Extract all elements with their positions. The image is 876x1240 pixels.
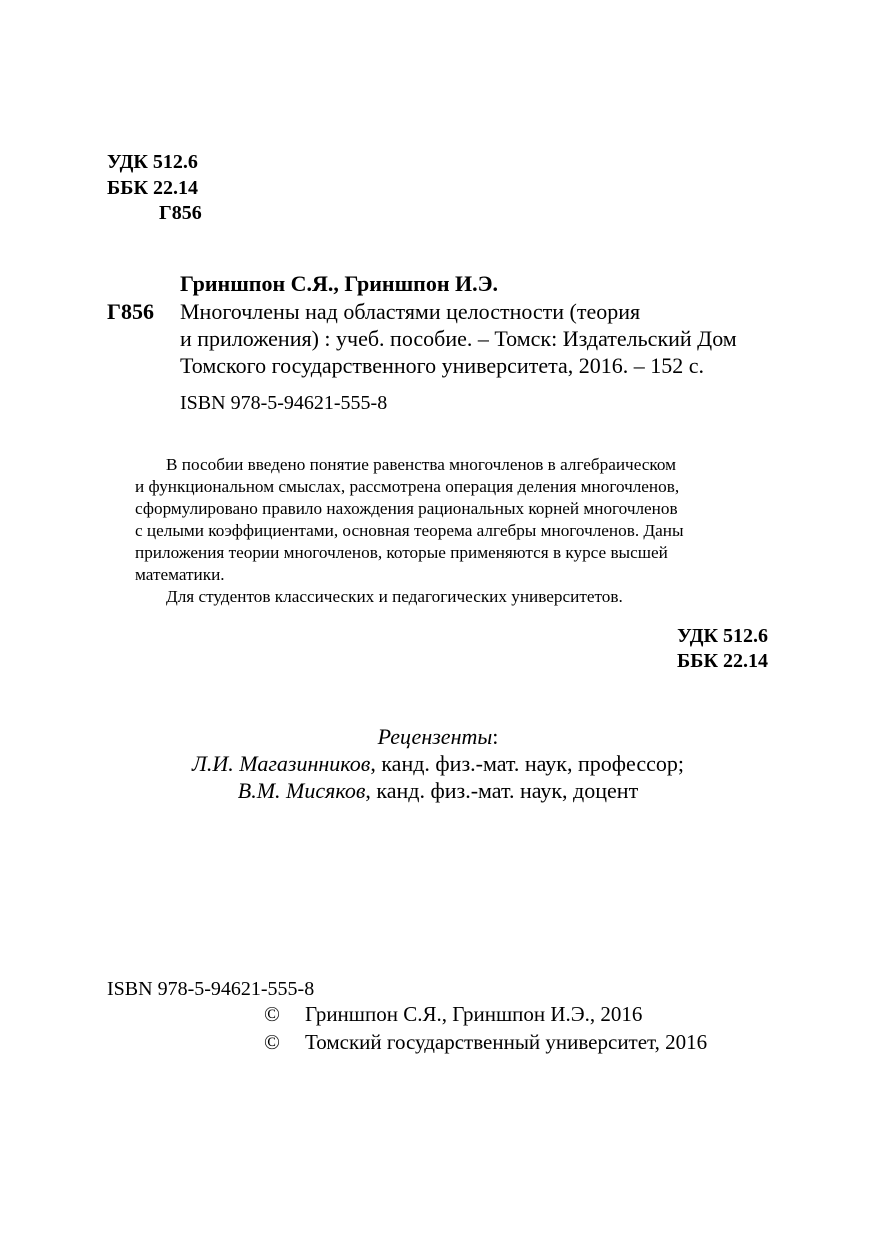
authors-heading: Гриншпон С.Я., Гриншпон И.Э. <box>180 271 499 296</box>
reviewer-2 <box>0 777 876 804</box>
isbn-imprint: ISBN 978-5-94621-555-8 <box>107 978 315 1000</box>
description-line-3: Томского государственного университета, 2016. – 152 с. <box>180 353 704 378</box>
description-line-2: и приложения) : учеб. пособие. – Томск: Издательский Дом <box>180 326 737 351</box>
bbk-bottom: ББК 22.14 <box>677 650 768 672</box>
abstract <box>135 454 767 608</box>
abstract-line: математики. <box>135 565 225 584</box>
copyright-symbol: © <box>264 1030 280 1054</box>
udk-bottom: УДК 512.6 <box>677 625 768 647</box>
abstract-line: В пособии введено понятие равенства многочленов в алгебраическом <box>166 455 677 474</box>
author-mark: Г856 <box>107 299 154 324</box>
reviewer-1 <box>0 750 876 777</box>
reviewers-heading-text: Рецензенты <box>377 724 493 749</box>
audience-note: Для студентов классических и педагогических университетов. <box>166 587 623 606</box>
copyright-authors <box>264 1001 642 1027</box>
reviewer-details: , канд. физ.-мат. наук, доцент <box>365 778 639 803</box>
udk-top: УДК 512.6 <box>107 151 198 173</box>
abstract-line: с целыми коэффициентами, основная теорема алгебры многочленов. Даны <box>135 521 684 540</box>
isbn-record: ISBN 978-5-94621-555-8 <box>180 392 388 414</box>
bbk-top: ББК 22.14 <box>107 177 198 199</box>
copyright-text: Томский государственный университет, 2016 <box>305 1030 708 1054</box>
copyright-symbol: © <box>264 1002 280 1026</box>
author-mark-top: Г856 <box>159 202 202 224</box>
reviewer-details: , канд. физ.-мат. наук, профессор; <box>370 751 684 776</box>
reviewers-heading <box>0 723 876 750</box>
reviewer-name: В.М. Мисяков <box>237 778 366 803</box>
reviewer-name: Л.И. Магазинников <box>192 751 371 776</box>
abstract-line: и функциональном смыслах, рассмотрена операция деления многочленов, <box>135 477 680 496</box>
copyright-university <box>264 1029 707 1055</box>
abstract-line: приложения теории многочленов, которые применяются в курсе высшей <box>135 543 668 562</box>
reviewers-heading-colon: : <box>492 724 499 749</box>
description-line-1: Многочлены над областями целостности (теория <box>180 299 641 324</box>
abstract-line: сформулировано правило нахождения рациональных корней многочленов <box>135 499 678 518</box>
copyright-text: Гриншпон С.Я., Гриншпон И.Э., 2016 <box>305 1002 643 1026</box>
